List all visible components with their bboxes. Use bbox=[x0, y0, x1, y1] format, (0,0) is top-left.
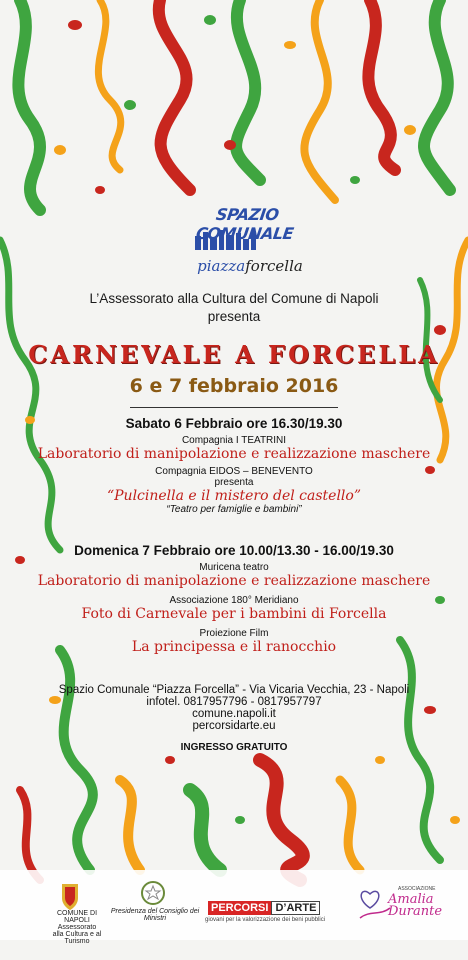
streamer-red bbox=[159, 0, 190, 190]
sabato-event-2: “Pulcinella e il mistero del castello” bbox=[106, 488, 361, 504]
domenica-section bbox=[0, 543, 468, 655]
spazio-comunale-logo bbox=[150, 205, 320, 280]
footer-percorsi-logo bbox=[208, 902, 320, 914]
sabato-event-1: Laboratorio di manipolazione e realizzazione maschere bbox=[37, 446, 431, 462]
sabato-company-2: Compagnia EIDOS – BENEVENTO bbox=[155, 466, 313, 477]
domenica-event-2: Foto di Carnevale per i bambini di Forcella bbox=[81, 606, 387, 622]
page-title: CARNEVALE A FORCELLA bbox=[28, 340, 440, 369]
domenica-company-2: Associazione 180° Meridiano bbox=[169, 595, 299, 606]
napoli-logo-line-1: COMUNE DI NAPOLI bbox=[56, 910, 98, 924]
venue-phone: infotel. 0817957796 - 0817957797 bbox=[146, 696, 322, 708]
sabato-day: Sabato 6 Febbraio ore 16.30/19.30 bbox=[125, 416, 343, 431]
entry-badge: INGRESSO GRATUITO bbox=[180, 742, 288, 753]
venue-site-2[interactable]: percorsidarte.eu bbox=[192, 720, 276, 732]
streamer-green bbox=[190, 790, 220, 870]
logo-title: SPAZIO COMUNALE bbox=[194, 205, 295, 243]
streamer-green bbox=[60, 650, 93, 870]
streamer-green bbox=[18, 0, 40, 210]
intro-text bbox=[0, 290, 468, 326]
domenica-event-1: Laboratorio di manipolazione e realizzazione maschere bbox=[37, 573, 431, 589]
logo-subtitle bbox=[180, 257, 320, 275]
streamer-green bbox=[236, 0, 260, 180]
streamer-orange bbox=[120, 780, 140, 870]
percorsi-word: PERCORSI bbox=[208, 901, 271, 915]
amalia-line-1: Amalia bbox=[388, 892, 434, 907]
domenica-company-3: Proiezione Film bbox=[199, 628, 269, 639]
streamer-red bbox=[260, 760, 303, 880]
streamer-orange bbox=[304, 0, 335, 200]
amalia-line-2: Durante bbox=[388, 904, 443, 919]
intro-line-2: presenta bbox=[207, 309, 261, 324]
divider bbox=[130, 407, 338, 408]
footer-napoli-logo bbox=[52, 910, 102, 945]
darte-word: D’ARTE bbox=[271, 901, 320, 915]
venue-site-1[interactable]: comune.napoli.it bbox=[192, 708, 276, 720]
streamer-red bbox=[20, 790, 40, 880]
footer-amalia-logo bbox=[388, 894, 442, 918]
napoli-logo-line-2: Assessorato alla Cultura e al Turismo bbox=[52, 924, 102, 945]
sabato-presenta: presenta bbox=[214, 477, 254, 488]
domenica-day: Domenica 7 Febbraio ore 10.00/13.30 - 16.00/19.30 bbox=[74, 543, 394, 558]
streamer-green bbox=[424, 0, 450, 190]
percorsi-subtitle: giovani per la valorizzazione dei beni pubblici bbox=[205, 917, 326, 923]
event-dates: 6 e 7 febbraio 2016 bbox=[129, 375, 339, 397]
streamer-red bbox=[368, 0, 395, 170]
sabato-note-2: “Teatro per famiglie e bambini” bbox=[166, 504, 302, 515]
logo-piazza: piazza bbox=[197, 257, 246, 275]
venue-address: Spazio Comunale “Piazza Forcella” - Via Vicaria Vecchia, 23 - Napoli bbox=[58, 684, 410, 696]
logo-forcella: forcella bbox=[245, 257, 303, 275]
intro-line-1: L’Assessorato alla Cultura del Comune di Napoli bbox=[89, 291, 379, 306]
venue-section bbox=[0, 684, 468, 753]
sabato-section bbox=[0, 416, 468, 515]
footer-presidenza-logo: Presidenza del Consiglio dei Ministri bbox=[110, 908, 200, 922]
streamer-orange bbox=[98, 0, 120, 170]
domenica-company-1: Muricena teatro bbox=[199, 562, 269, 573]
domenica-event-3: La principessa e il ranocchio bbox=[131, 639, 337, 655]
streamer-orange bbox=[340, 780, 360, 870]
sabato-company-1: Compagnia I TEATRINI bbox=[181, 435, 287, 446]
amalia-association-label: ASSOCIAZIONE bbox=[398, 886, 436, 892]
